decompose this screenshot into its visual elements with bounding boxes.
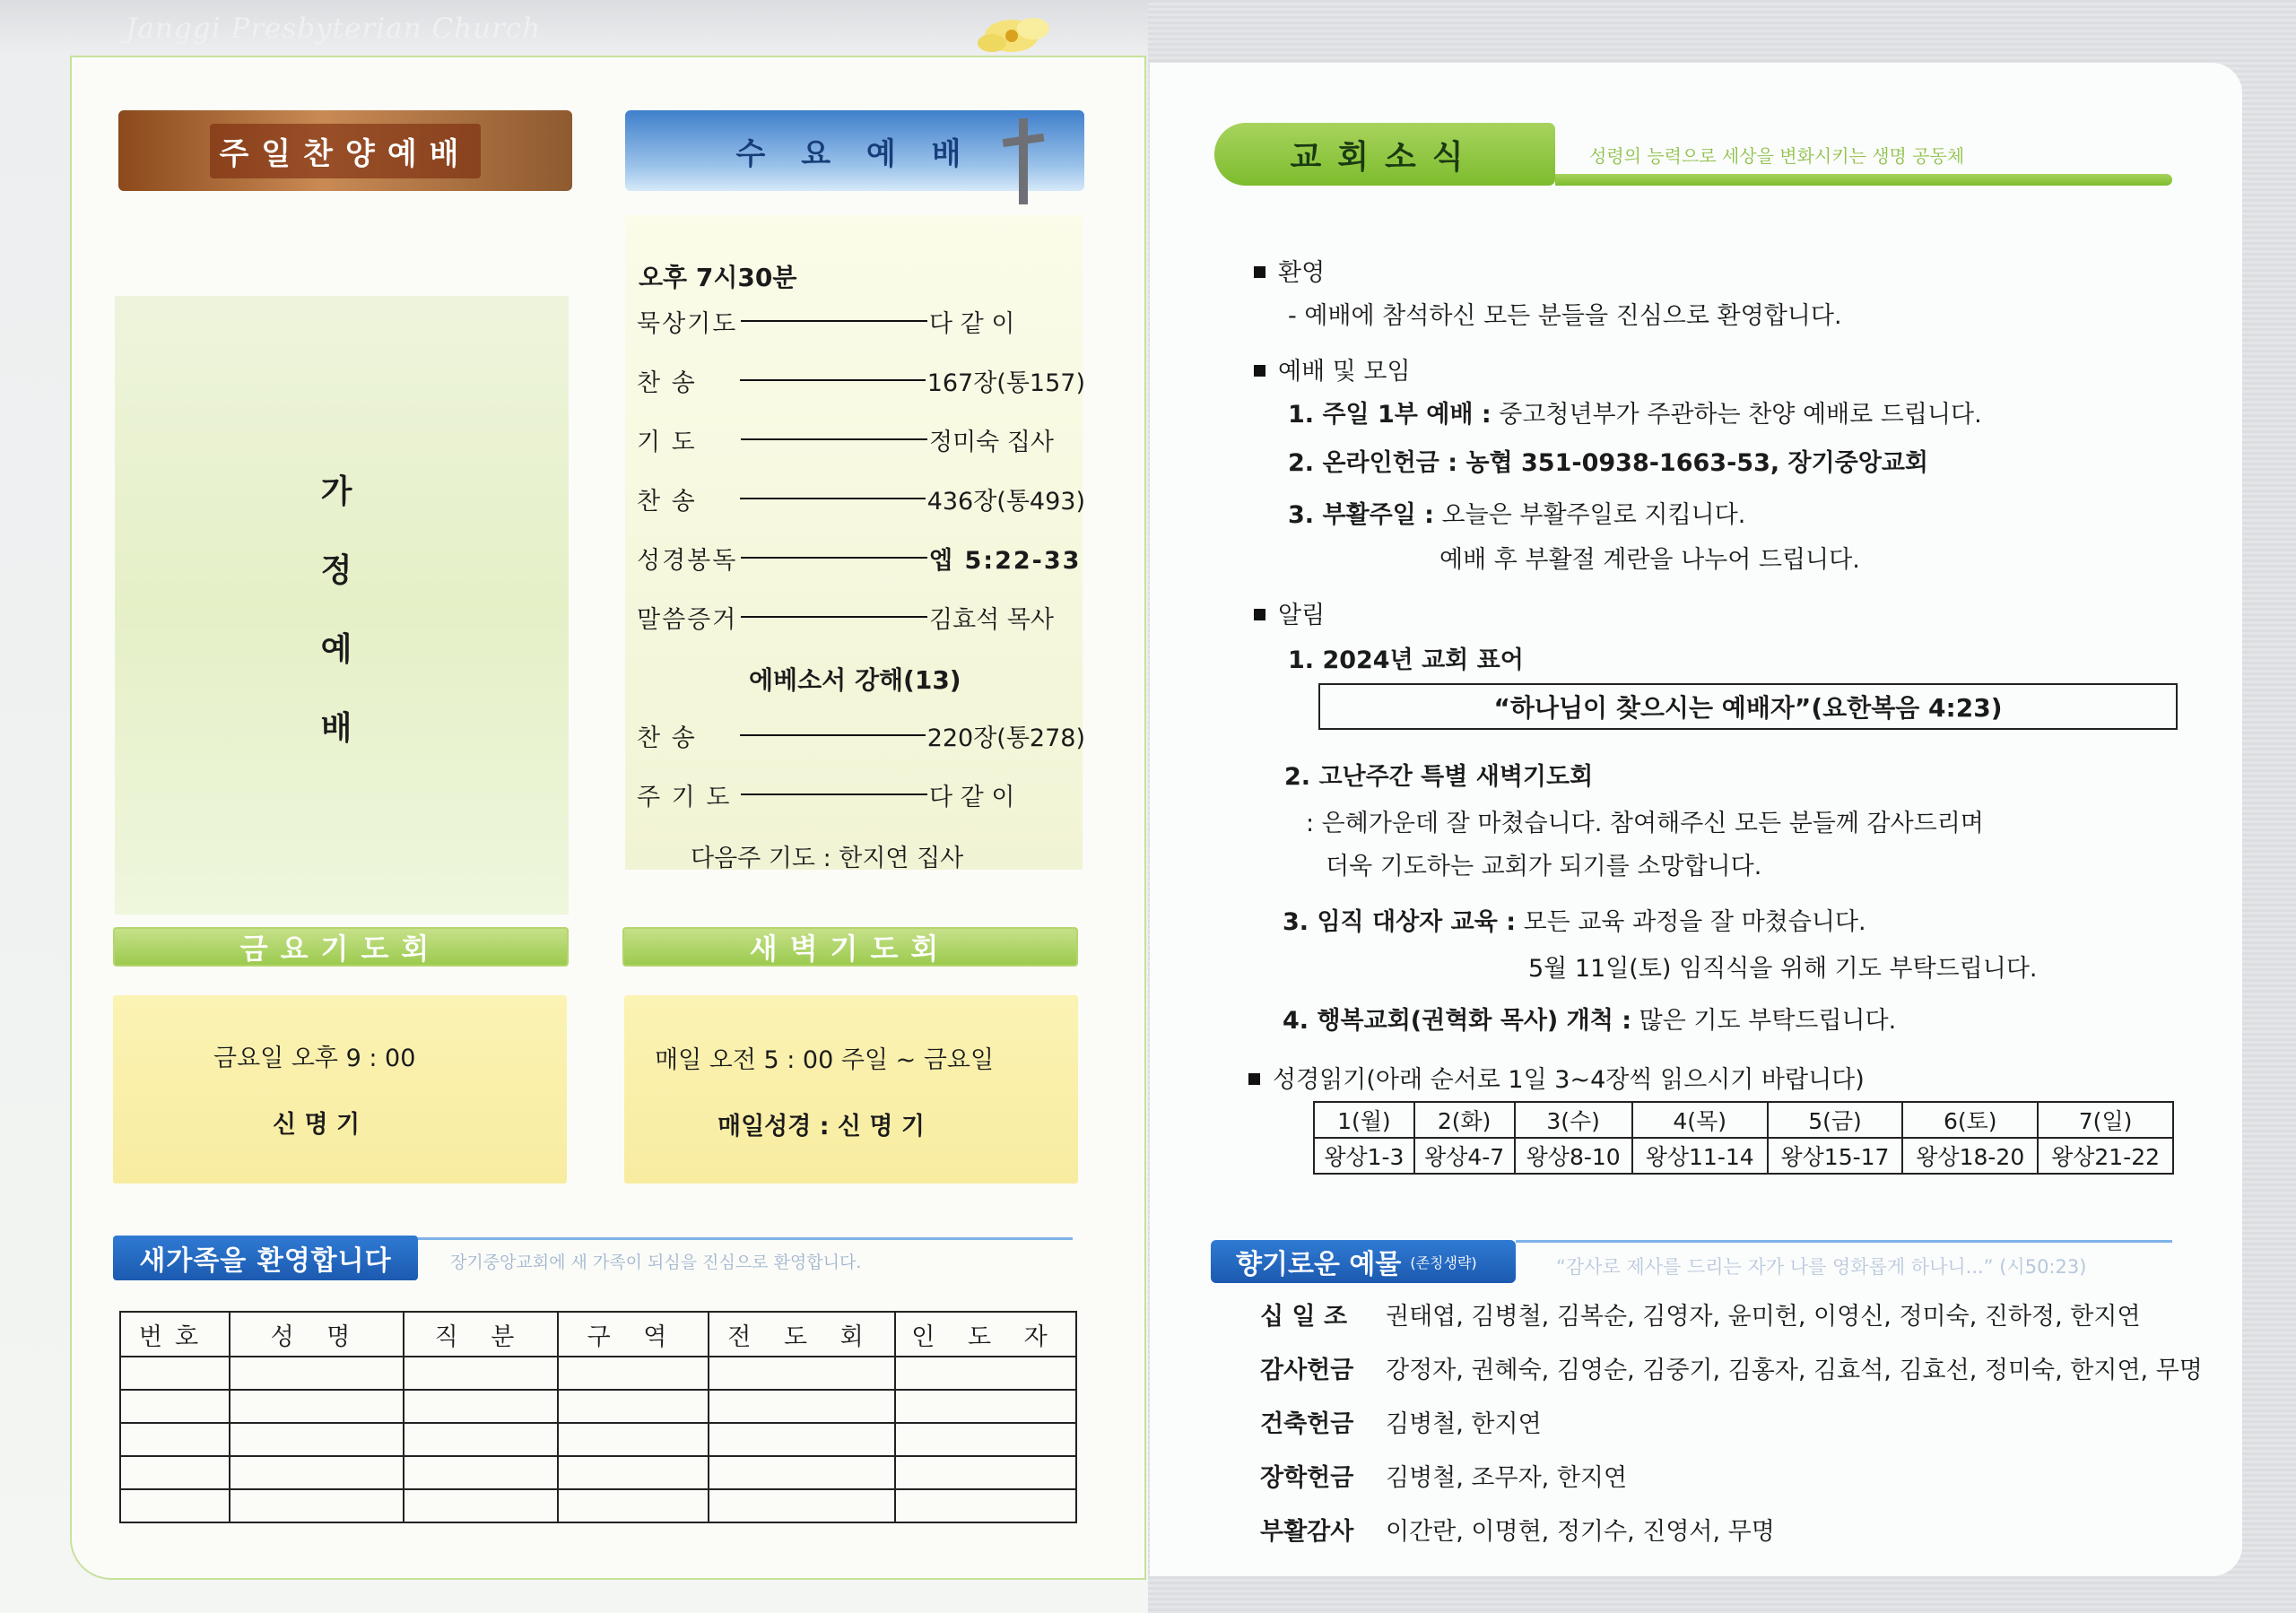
bullet-icon xyxy=(1254,609,1265,620)
item-title: 2. 고난주간 특별 새벽기도회 xyxy=(1284,763,1594,791)
offering-verse: “감사로 제사를 드리는 자가 나를 영화롭게 하나니...” (시50:23) xyxy=(1556,1256,2087,1278)
offering-type: 장학헌금 xyxy=(1260,1464,1354,1492)
flower-icon xyxy=(958,7,1074,63)
friday-prayer-header xyxy=(113,927,569,967)
column-header: 구 역 xyxy=(558,1312,709,1357)
friday-time: 금요일 오후 9 : 00 xyxy=(213,1045,416,1072)
offering-names: 이간란, 이명현, 정기수, 진영서, 무명 xyxy=(1386,1518,1775,1546)
table-cell: 7(일) xyxy=(2038,1102,2173,1138)
order-row xyxy=(637,599,1085,635)
order-label: 찬 송 xyxy=(637,369,697,397)
bible-reading-table xyxy=(1313,1101,2174,1175)
leader-line xyxy=(741,320,927,322)
worship-item-2 xyxy=(1288,443,1928,478)
sunday-worship-header xyxy=(118,110,572,191)
order-value: 다 같 이 xyxy=(929,783,1015,811)
column-header: 인 도 자 xyxy=(895,1312,1076,1357)
table-cell: 왕상4-7 xyxy=(1414,1138,1515,1174)
leader-line xyxy=(740,498,926,499)
table-cell: 왕상15-17 xyxy=(1768,1138,1903,1174)
leader-line xyxy=(741,438,927,440)
bullet-icon xyxy=(1254,365,1265,377)
table-cell: 6(토) xyxy=(1902,1102,2038,1138)
column-header: 번호 xyxy=(120,1312,230,1357)
dawn-leader: 매일성경 : 신 명 기 xyxy=(718,1113,925,1140)
table-cell: 4(목) xyxy=(1632,1102,1768,1138)
table-cell: 왕상18-20 xyxy=(1902,1138,2038,1174)
order-label: 주 기 도 xyxy=(637,783,732,811)
order-label: 성경봉독 xyxy=(637,546,738,575)
item-text: 많은 기도 부탁드립니다. xyxy=(1631,1007,1897,1035)
offering-type: 십 일 조 xyxy=(1260,1303,1348,1331)
notice-item-3-cont: 5월 11일(토) 임직식을 위해 기도 부탁드립니다. xyxy=(1528,955,2038,983)
sermon-title: 에베소서 강해(13) xyxy=(749,665,961,695)
church-news-header: 교회소식 xyxy=(1214,123,1555,186)
order-row xyxy=(637,303,1085,339)
leader-line xyxy=(740,734,926,736)
table-row xyxy=(120,1390,1076,1423)
table-row xyxy=(120,1456,1076,1489)
notice-item-1 xyxy=(1288,640,1524,675)
family-char: 가 xyxy=(320,473,352,510)
church-news-subtitle: 성령의 능력으로 세상을 변화시키는 생명 공동체 xyxy=(1589,145,1965,167)
table-row xyxy=(120,1489,1076,1522)
order-label: 찬 송 xyxy=(637,487,697,516)
notice-item-4 xyxy=(1283,1001,1896,1036)
church-name: Janggi Presbyterian Church xyxy=(126,13,542,45)
column-header: 직 분 xyxy=(404,1312,558,1357)
item-text: 오늘은 부활주일로 지킵니다. xyxy=(1433,501,1746,529)
item-title: 1. 2024년 교회 표어 xyxy=(1288,646,1524,674)
table-row xyxy=(1314,1102,2173,1138)
offering-row xyxy=(1260,1296,2141,1331)
offering-row xyxy=(1260,1350,2203,1385)
order-value: 220장(통278) xyxy=(926,724,1085,752)
divider xyxy=(1516,1240,2172,1243)
order-row xyxy=(637,481,1085,516)
friday-prayer-box xyxy=(113,995,567,1184)
new-family-subtitle: 장기중앙교회에 새 가족이 되심을 진심으로 환영합니다. xyxy=(450,1253,862,1272)
offering-names: 김병철, 한지연 xyxy=(1386,1410,1542,1438)
family-char: 정 xyxy=(320,552,352,589)
order-row xyxy=(637,540,1085,576)
family-worship-label xyxy=(318,453,354,768)
bullet-icon xyxy=(1248,1073,1260,1085)
item-text: 중고청년부가 주관하는 찬양 예배로 드립니다. xyxy=(1491,401,1982,429)
order-value: 정미숙 집사 xyxy=(929,428,1054,456)
leader-line xyxy=(741,557,927,559)
order-row xyxy=(637,717,1085,753)
new-family-table xyxy=(119,1311,1077,1523)
section-heading: 예배 및 모임 xyxy=(1278,358,1411,386)
divider xyxy=(418,1237,1073,1240)
order-value: 167장(통157) xyxy=(926,369,1085,397)
table-cell: 왕상1-3 xyxy=(1314,1138,1414,1174)
friday-prayer-title: 금요기도회 xyxy=(239,932,442,966)
table-cell: 왕상21-22 xyxy=(2038,1138,2173,1174)
order-row xyxy=(637,421,1085,457)
dawn-time: 매일 오전 5 : 00 주일 ~ 금요일 xyxy=(655,1046,995,1074)
offering-type: 감사헌금 xyxy=(1260,1357,1354,1384)
order-row xyxy=(637,362,1085,398)
section-heading: 알림 xyxy=(1278,602,1326,629)
order-row xyxy=(637,776,1085,812)
bullet-icon xyxy=(1254,266,1265,278)
order-label: 말씀증거 xyxy=(637,605,738,634)
section-heading: 환영 xyxy=(1278,259,1326,287)
wednesday-worship-title: 수 요 예 배 xyxy=(735,135,974,172)
offering-names: 강정자, 권혜숙, 김영순, 김중기, 김홍자, 김효석, 김효선, 정미숙, 한지연, 무명 xyxy=(1386,1357,2203,1384)
table-cell: 3(수) xyxy=(1515,1102,1632,1138)
order-label: 묵상기도 xyxy=(637,309,738,338)
order-value: 436장(통493) xyxy=(926,487,1085,516)
offering-type: 부활감사 xyxy=(1260,1518,1354,1546)
offering-note: (존칭생략) xyxy=(1410,1253,1477,1271)
welcome-text: - 예배에 참석하신 모든 분들을 진심으로 환영합니다. xyxy=(1288,302,1842,330)
table-cell: 1(월) xyxy=(1314,1102,1414,1138)
item-title: 4. 행복교회(권혁화 목사) 개척 : xyxy=(1283,1007,1632,1035)
table-cell: 2(화) xyxy=(1414,1102,1515,1138)
dawn-prayer-title: 새벽기도회 xyxy=(749,932,952,966)
offering-type: 건축헌금 xyxy=(1260,1410,1354,1438)
church-motto: “하나님이 찾으시는 예배자”(요한복음 4:23) xyxy=(1318,683,2178,730)
family-char: 예 xyxy=(320,631,352,668)
notice-item-3 xyxy=(1283,902,1866,937)
offering-names: 권태엽, 김병철, 김복순, 김영자, 윤미헌, 이영신, 정미숙, 진하정, 한지연 xyxy=(1386,1303,2141,1331)
dawn-prayer-header xyxy=(622,927,1078,967)
order-value: 김효석 목사 xyxy=(929,605,1054,634)
item-title: 3. 임직 대상자 교육 : xyxy=(1283,908,1517,936)
dawn-prayer-box xyxy=(624,995,1078,1184)
item-title: 2. 온라인헌금 : 농협 351-0938-1663-53, 장기중앙교회 xyxy=(1288,449,1929,477)
offering-header xyxy=(1211,1240,1516,1283)
family-char: 배 xyxy=(320,710,352,747)
cross-icon xyxy=(996,115,1049,204)
section-heading: 성경읽기(아래 순서로 1일 3~4장씩 읽으시기 바랍니다) xyxy=(1273,1066,1865,1094)
section-notice xyxy=(1254,595,1325,630)
item-title: 1. 주일 1부 예배 : xyxy=(1288,401,1492,429)
worship-item-1 xyxy=(1288,395,1982,429)
offering-title: 향기로운 예물 xyxy=(1236,1249,1402,1280)
section-welcome xyxy=(1254,253,1325,288)
sunday-worship-title: 주일찬양예배 xyxy=(210,124,480,178)
order-value: 엡 5:22-33 xyxy=(929,546,1082,575)
new-family-header: 새가족을 환영합니다 xyxy=(113,1236,418,1280)
notice-item-2-text: : 은혜가운데 잘 마쳤습니다. 참여해주신 모든 분들께 감사드리며 xyxy=(1306,810,1984,837)
column-header: 성 명 xyxy=(230,1312,404,1357)
section-worship xyxy=(1254,351,1411,386)
order-value: 다 같 이 xyxy=(929,309,1015,338)
wednesday-time: 오후 7시30분 xyxy=(639,263,797,292)
worship-item-3-cont: 예배 후 부활절 계란을 나누어 드립니다. xyxy=(1439,546,1860,574)
item-text: 모든 교육 과정을 잘 마쳤습니다. xyxy=(1516,908,1866,936)
table-header-row xyxy=(120,1312,1076,1357)
friday-leader: 신 명 기 xyxy=(273,1111,361,1139)
notice-item-2-cont: 더욱 기도하는 교회가 되기를 소망합니다. xyxy=(1326,853,1762,880)
offering-names: 김병철, 조무자, 한지연 xyxy=(1386,1464,1628,1492)
table-cell: 왕상11-14 xyxy=(1632,1138,1768,1174)
order-label: 찬 송 xyxy=(637,724,697,752)
offering-row xyxy=(1260,1512,1775,1547)
leader-line xyxy=(741,616,927,618)
table-row xyxy=(120,1423,1076,1456)
worship-item-3 xyxy=(1288,495,1745,530)
order-label: 기 도 xyxy=(637,428,697,456)
section-bible-reading xyxy=(1248,1060,1865,1095)
notice-item-2 xyxy=(1284,757,1593,792)
table-row xyxy=(1314,1138,2173,1174)
table-row xyxy=(120,1357,1076,1390)
column-header: 전 도 회 xyxy=(709,1312,895,1357)
offering-row xyxy=(1260,1458,1627,1493)
next-prayer: 다음주 기도 : 한지연 집사 xyxy=(691,845,964,872)
offering-row xyxy=(1260,1404,1542,1439)
item-title: 3. 부활주일 : xyxy=(1288,501,1434,529)
leader-line xyxy=(740,379,926,381)
leader-line xyxy=(741,793,927,795)
divider xyxy=(1555,174,2172,186)
table-cell: 왕상8-10 xyxy=(1515,1138,1632,1174)
table-cell: 5(금) xyxy=(1768,1102,1903,1138)
